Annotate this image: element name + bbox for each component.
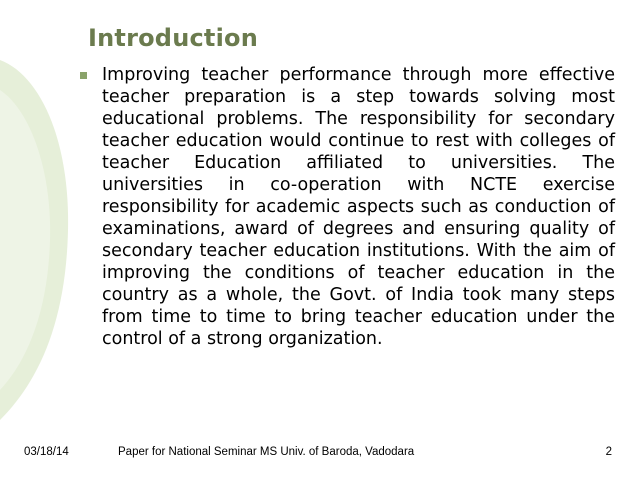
wave-shape xyxy=(0,0,80,479)
bullet-item xyxy=(80,64,615,350)
footer-title: Paper for National Seminar MS Univ. of Baroda, Vadodara xyxy=(118,446,415,458)
page-number: 2 xyxy=(605,446,612,458)
slide-title: Introduction xyxy=(88,24,258,52)
footer-date: 03/18/14 xyxy=(24,446,69,458)
square-bullet-icon xyxy=(80,72,87,79)
bullet-text: Improving teacher performance through more effective teacher preparation is a step towards solving most educational problems. The responsibility for secondary teacher education would continue to rest with colleges of teacher Education affiliated to universities. The universities in co-operation with NCTE exercise responsibility for academic aspects such as conduction of examinations, award of degrees and ensuring quality of secondary teacher education institutions. With the aim of improving the conditions of teacher education in the country as a whole, the Govt. of India took many steps from time to time to bring teacher education under the control of a strong organization. xyxy=(102,65,615,349)
background-wave-decoration xyxy=(0,0,80,479)
slide-content xyxy=(80,64,615,350)
slide-footer xyxy=(0,446,638,464)
